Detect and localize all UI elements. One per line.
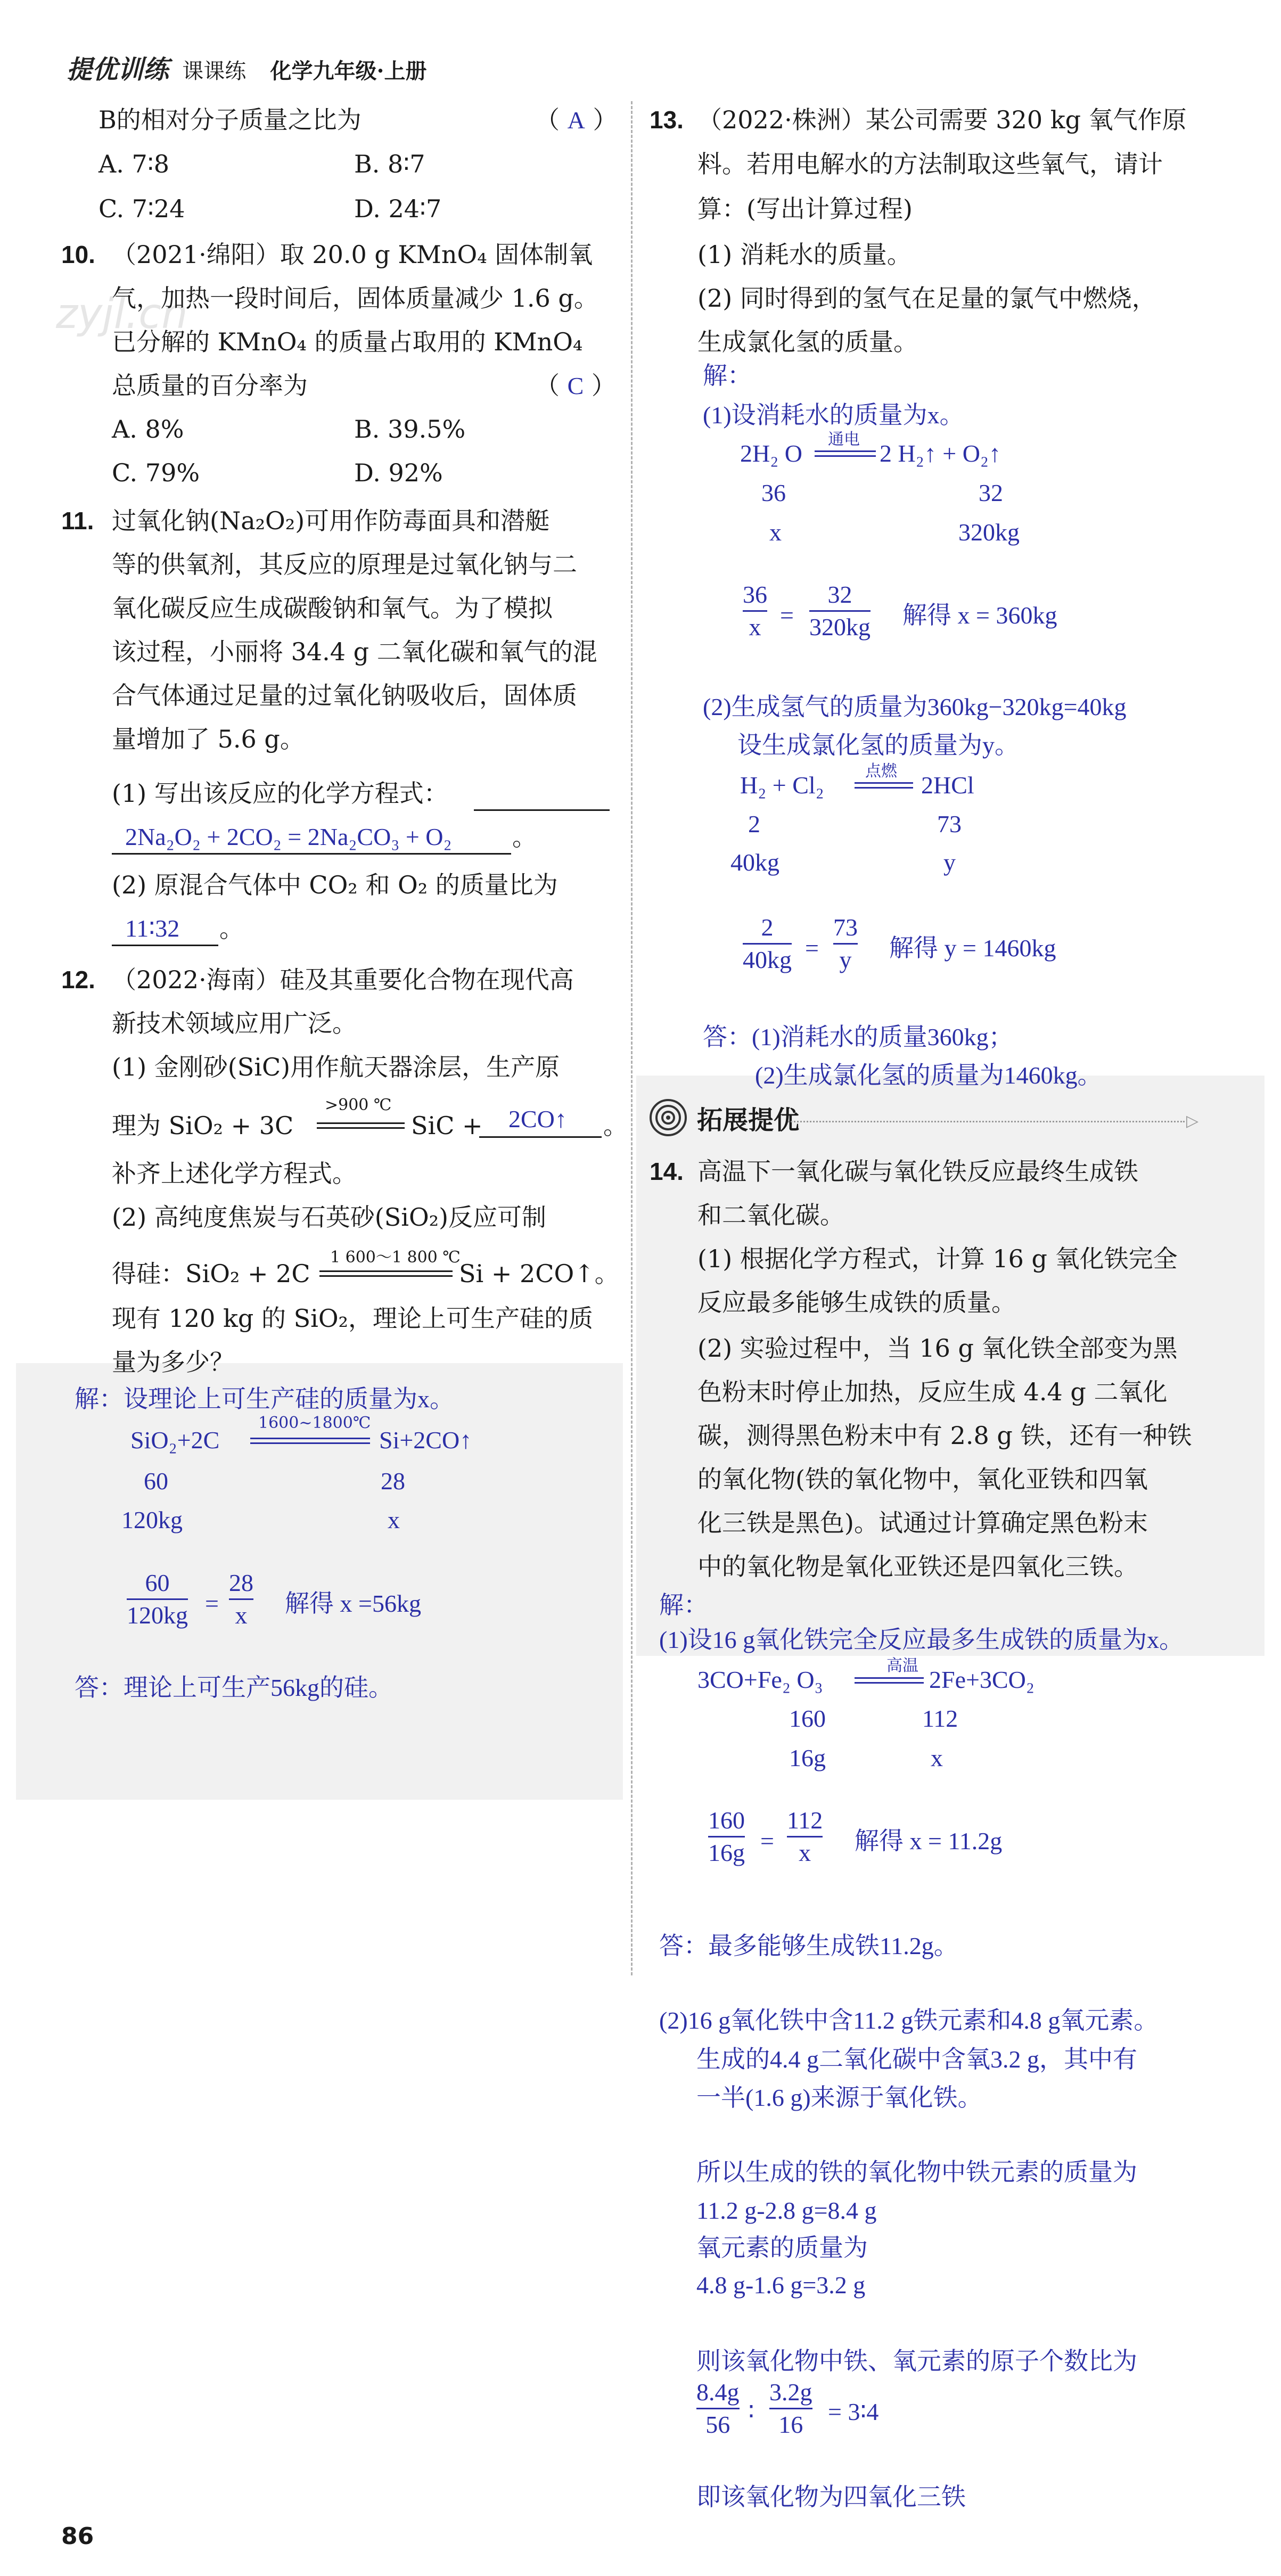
q10-answer: C	[567, 372, 584, 399]
q14-line: 反应最多能够生成铁的质量。	[697, 1288, 1016, 1317]
target-icon	[648, 1098, 688, 1137]
q14-sol-fraction1	[708, 1806, 745, 1867]
q14-line: 中的氧化物是氧化亚铁还是四氧化三铁。	[697, 1552, 1138, 1581]
q14-sol-part2: 生成的4.4 g二氧化碳中含氧3.2 g，其中有	[696, 2046, 1137, 2073]
fraction-numerator: 32	[827, 581, 852, 608]
q14-sol-step1: (1)设16 g氧化铁完全反应最多生成铁的质量为x。	[659, 1626, 1184, 1653]
fraction-numerator: 8.4g	[696, 2378, 740, 2406]
q12-eq1-right: SiC +	[411, 1111, 483, 1140]
q13-sol-answer1: 答：(1)消耗水的质量360kg；	[703, 1023, 1013, 1051]
q13-sol-given4: y	[943, 849, 956, 876]
q14-line: (2) 实验过程中，当 16 g 氧化铁全部变为黑	[697, 1334, 1178, 1363]
q12-eq1-condition: >900 ℃	[325, 1096, 392, 1114]
q12-eq1-blank-line	[479, 1136, 602, 1138]
q9-answer: A	[567, 106, 585, 134]
fraction-denominator: 40kg	[743, 946, 792, 973]
q14-number: 14.	[650, 1158, 684, 1185]
fraction-numerator: 160	[708, 1807, 745, 1834]
q11-answer1: 2Na₂O₂ + 2CO₂ = 2Na₂CO₃ + O₂	[125, 823, 452, 850]
q12-eq1-period: 。	[603, 1111, 628, 1140]
q12-line: 量为多少？	[112, 1348, 234, 1376]
q12-sol-mass1: 60	[144, 1467, 168, 1495]
q14-sol-part2: 一半(1.6 g)来源于氧化铁。	[696, 2084, 982, 2111]
q13-sol-given3: 40kg	[730, 849, 779, 876]
q12-eq1-answer: 2CO↑	[508, 1105, 567, 1133]
q13-sol-eq2-condition: 点燃	[865, 762, 897, 781]
q13-sol-result1: 解得 x = 360kg	[902, 602, 1057, 629]
q10-option-d: D. 92%	[354, 458, 443, 487]
q13-sol-mass1: 36	[761, 479, 786, 506]
q14-sol-eq-condition: 高温	[886, 1656, 918, 1675]
fraction-denominator: y	[839, 946, 852, 973]
q14-sol-final: 即该氧化物为四氧化三铁	[696, 2483, 966, 2511]
q14-line: 色粉末时停止加热，反应生成 4.4 g 二氧化	[697, 1377, 1168, 1406]
q10-number: 10.	[61, 241, 95, 268]
watermark: zyjl.cn	[56, 290, 188, 338]
q12-sol-given1: 120kg	[121, 1506, 183, 1533]
q11-line: 等的供氧剂，其反应的原理是过氧化钠与二	[112, 550, 577, 579]
q12-sol-eq-sign	[250, 1438, 370, 1444]
q14-sol-part3: 氧元素的质量为	[696, 2234, 868, 2261]
q12-eq1-sign	[317, 1122, 405, 1129]
q13-sol-jie: 解：	[703, 362, 752, 389]
q13-sol-mass4: 73	[937, 810, 962, 838]
fraction-denominator: x	[799, 1839, 811, 1866]
q14-sol-ratio-fraction2	[769, 2378, 812, 2439]
q12-eq2-sign	[319, 1270, 453, 1277]
q14-line: 的氧化物(铁的氧化物中，氧化亚铁和四氧	[697, 1465, 1148, 1494]
q12-sol-fraction1	[127, 1569, 188, 1630]
q12-line: (1) 金刚砂(SiC)用作航天器涂层，生产原	[112, 1053, 560, 1081]
q14-sol-mass2: 112	[922, 1705, 958, 1732]
q12-sol-fraction2	[229, 1569, 253, 1630]
q9-option-c: C. 7∶24	[98, 194, 185, 223]
q13-sol-eq1-left: 2H₂ O	[740, 440, 802, 467]
q9-answer-bracket: （ A ）	[535, 105, 618, 134]
q13-sol-mass2: 32	[979, 479, 1003, 506]
q11-period2: 。	[219, 914, 244, 943]
fraction-denominator: 120kg	[127, 1602, 188, 1629]
q14-sol-given1: 16g	[789, 1744, 826, 1771]
q12-eq2-condition: 1 600～1 800 ℃	[330, 1248, 461, 1267]
q11-answer2: 11∶32	[125, 915, 180, 942]
q14-sol-part3: 11.2 g-2.8 g=8.4 g	[696, 2197, 877, 2224]
fraction-numerator: 36	[743, 581, 767, 608]
q14-sol-answer1: 答：最多能够生成铁11.2g。	[659, 1932, 958, 1959]
q12-sol-answer: 答：理论上可生产56kg的硅。	[75, 1674, 393, 1701]
fraction-denominator: 320kg	[809, 613, 871, 641]
q14-sol-part3: 所以生成的铁的氧化物中铁元素的质量为	[696, 2159, 1137, 2186]
q10-option-a: A. 8%	[112, 415, 184, 444]
q11-line: 过氧化钠(Na₂O₂)可用作防毒面具和潜艇	[112, 506, 550, 535]
q14-sol-ratio-result: = 3∶4	[828, 2398, 879, 2425]
q11-answer1-line	[112, 853, 511, 855]
q10-line: （2021·绵阳）取 20.0 g KMnO₄ 固体制氧	[112, 240, 593, 269]
q10-line: 总质量的百分率为	[112, 371, 308, 400]
q13-sol-eq1-sign	[815, 450, 876, 457]
q9-option-d: D. 24∶7	[354, 194, 442, 223]
q12-sol-mass2: 28	[381, 1467, 405, 1495]
q14-line: 和二氧化碳。	[697, 1201, 844, 1229]
q12-number: 12.	[61, 966, 95, 994]
fraction-numerator: 73	[833, 914, 858, 941]
q11-number: 11.	[61, 507, 94, 535]
q10-line: 气，加热一段时间后，固体质量减少 1.6 g。	[112, 284, 598, 313]
q13-sol-answer2: (2)生成氯化氢的质量为1460kg。	[755, 1062, 1102, 1089]
q11-answer2-line	[112, 945, 218, 946]
q9-option-a: A. 7∶8	[98, 150, 169, 178]
q14-sol-part2: (2)16 g氧化铁中含11.2 g铁元素和4.8 g氧元素。	[659, 2007, 1159, 2034]
q13-sol-step2b: 设生成氯化氢的质量为y。	[737, 732, 1019, 759]
header-subject: 化学九年级·上册	[270, 59, 427, 84]
equals-sign: =	[780, 602, 794, 629]
q12-part2: (2) 高纯度焦炭与石英砂(SiO₂)反应可制	[112, 1203, 547, 1232]
page-number: 86	[61, 2523, 94, 2550]
q13-sol-mass3: 2	[748, 810, 760, 838]
q14-sol-fraction2	[787, 1806, 823, 1867]
q12-line: （2022·海南）硅及其重要化合物在现代高	[112, 965, 574, 994]
fraction-numerator: 28	[229, 1569, 253, 1596]
q14-sol-eq-sign	[855, 1677, 924, 1684]
q12-sol-eq-left: SiO₂+2C	[130, 1426, 220, 1454]
header-series: 课课练	[182, 59, 247, 84]
q13-line: (1) 消耗水的质量。	[697, 240, 912, 269]
column-divider	[631, 101, 633, 1975]
header-brand: 提优训练	[67, 55, 169, 85]
q13-sol-eq2-left: H₂ + Cl₂	[740, 772, 824, 799]
q13-line: (2) 同时得到的氢气在足量的氯气中燃烧，	[697, 284, 1156, 313]
fraction-denominator: 16	[778, 2411, 803, 2438]
q11-part2: (2) 原混合气体中 CO₂ 和 O₂ 的质量比为	[112, 871, 558, 899]
q13-sol-fraction2	[809, 580, 871, 642]
q12-line: 现有 120 kg 的 SiO₂，理论上可生产硅的质	[112, 1304, 593, 1333]
chevron-right-icon: ▷	[1186, 1112, 1199, 1130]
q14-sol-part4: 则该氧化物中铁、氧元素的原子个数比为	[696, 2348, 1137, 2375]
q14-sol-part3: 4.8 g-1.6 g=3.2 g	[696, 2271, 866, 2299]
q13-sol-step2: (2)生成氢气的质量为360kg−320kg=40kg	[703, 693, 1127, 720]
section-rule	[788, 1121, 1185, 1122]
q13-sol-eq2-right: 2HCl	[921, 772, 974, 799]
q13-sol-result2: 解得 y = 1460kg	[889, 934, 1056, 962]
q11-line: 氧化碳反应生成碳酸钠和氧气。为了模拟	[112, 594, 553, 622]
q13-line: （2022·株洲）某公司需要 320 kg 氧气作原	[697, 105, 1187, 134]
q12-sol-result: 解得 x =56kg	[285, 1590, 421, 1617]
q13-sol-eq1-right: 2 H₂↑ + O₂↑	[880, 440, 1001, 467]
q12-eq1-left: 理为 SiO₂ + 3C	[112, 1111, 294, 1140]
q12-sol-eq-right: Si+2CO↑	[379, 1426, 472, 1454]
fraction-denominator: x	[235, 1602, 248, 1629]
q13-sol-eq1-condition: 通电	[828, 430, 860, 449]
q13-sol-eq2-sign	[855, 782, 913, 789]
q14-line: 化三铁是黑色)。试通过计算确定黑色粉末	[697, 1508, 1148, 1537]
q10-answer-bracket: （ C ）	[535, 371, 616, 400]
fraction-denominator: x	[749, 613, 761, 641]
q14-sol-eq-left: 3CO+Fe₂ O₃	[697, 1666, 823, 1693]
q12-sol-given2: x	[388, 1506, 400, 1533]
q14-sol-mass1: 160	[789, 1705, 826, 1732]
q12-line-after: 补齐上述化学方程式。	[112, 1159, 357, 1188]
ratio-colon: ∶	[748, 2398, 754, 2425]
q12-sol-eq-condition: 1600~1800℃	[258, 1414, 371, 1432]
q13-line: 生成氯化氢的质量。	[697, 327, 918, 356]
q12-eq2-left: 得硅：SiO₂ + 2C	[112, 1259, 310, 1288]
q10-option-c: C. 79%	[112, 458, 200, 487]
fraction-numerator: 2	[761, 914, 774, 941]
q13-sol-step1: (1)设消耗水的质量为x。	[703, 401, 964, 429]
q13-sol-given1: x	[769, 519, 782, 546]
q13-sol-given2: 320kg	[958, 519, 1020, 546]
equals-sign: =	[805, 934, 819, 962]
q14-sol-given2: x	[931, 1744, 943, 1771]
q14-sol-jie: 解：	[659, 1591, 708, 1619]
q11-line: 合气体通过足量的过氧化钠吸收后，固体质	[112, 681, 577, 710]
fraction-numerator: 3.2g	[769, 2378, 812, 2406]
section-header	[648, 1098, 799, 1137]
q10-line: 已分解的 KMnO₄ 的质量占取用的 KMnO₄	[112, 327, 583, 356]
q13-line: 料。若用电解水的方法制取这些氧气，请计	[697, 150, 1163, 178]
q14-line: 高温下一氧化碳与氧化铁反应最终生成铁	[697, 1157, 1138, 1186]
q14-sol-result1: 解得 x = 11.2g	[855, 1827, 1003, 1855]
fraction-denominator: 56	[705, 2411, 730, 2438]
q11-line: 该过程，小丽将 34.4 g 二氧化碳和氧气的混	[112, 637, 597, 666]
q10-option-b: B. 39.5%	[354, 415, 466, 444]
equals-sign: =	[760, 1827, 774, 1855]
q13-sol-fraction4	[833, 913, 858, 974]
q14-sol-eq-right: 2Fe+3CO₂	[929, 1666, 1034, 1693]
q11-part1: (1) 写出该反应的化学方程式：	[112, 779, 448, 808]
fraction-numerator: 60	[145, 1569, 170, 1596]
q9-option-b: B. 8∶7	[354, 150, 425, 178]
fraction-denominator: 16g	[708, 1839, 745, 1866]
q14-line: 碳，测得黑色粉末中有 2.8 g 铁，还有一种铁	[697, 1421, 1192, 1450]
section-title: 拓展提优	[697, 1105, 800, 1135]
q12-sol-intro: 解：设理论上可生产硅的质量为x。	[75, 1385, 454, 1413]
q13-line: 算：(写出计算过程)	[697, 194, 913, 223]
q9-stem: B的相对分子质量之比为	[98, 105, 362, 134]
q13-sol-fraction1	[743, 580, 767, 642]
q14-line: (1) 根据化学方程式，计算 16 g 氧化铁完全	[697, 1244, 1178, 1273]
q13-sol-fraction3	[743, 913, 792, 974]
q11-line: 量增加了 5.6 g。	[112, 725, 305, 753]
q11-period: 。	[512, 823, 537, 851]
q12-eq2-right: Si + 2CO↑。	[459, 1259, 619, 1288]
q14-sol-ratio-fraction1	[696, 2378, 740, 2439]
q12-line: 新技术领域应用广泛。	[112, 1009, 357, 1038]
q13-number: 13.	[650, 106, 684, 134]
equals-sign: =	[205, 1590, 219, 1617]
q11-blank-line	[474, 809, 610, 811]
fraction-numerator: 112	[787, 1807, 823, 1834]
header	[67, 49, 426, 86]
